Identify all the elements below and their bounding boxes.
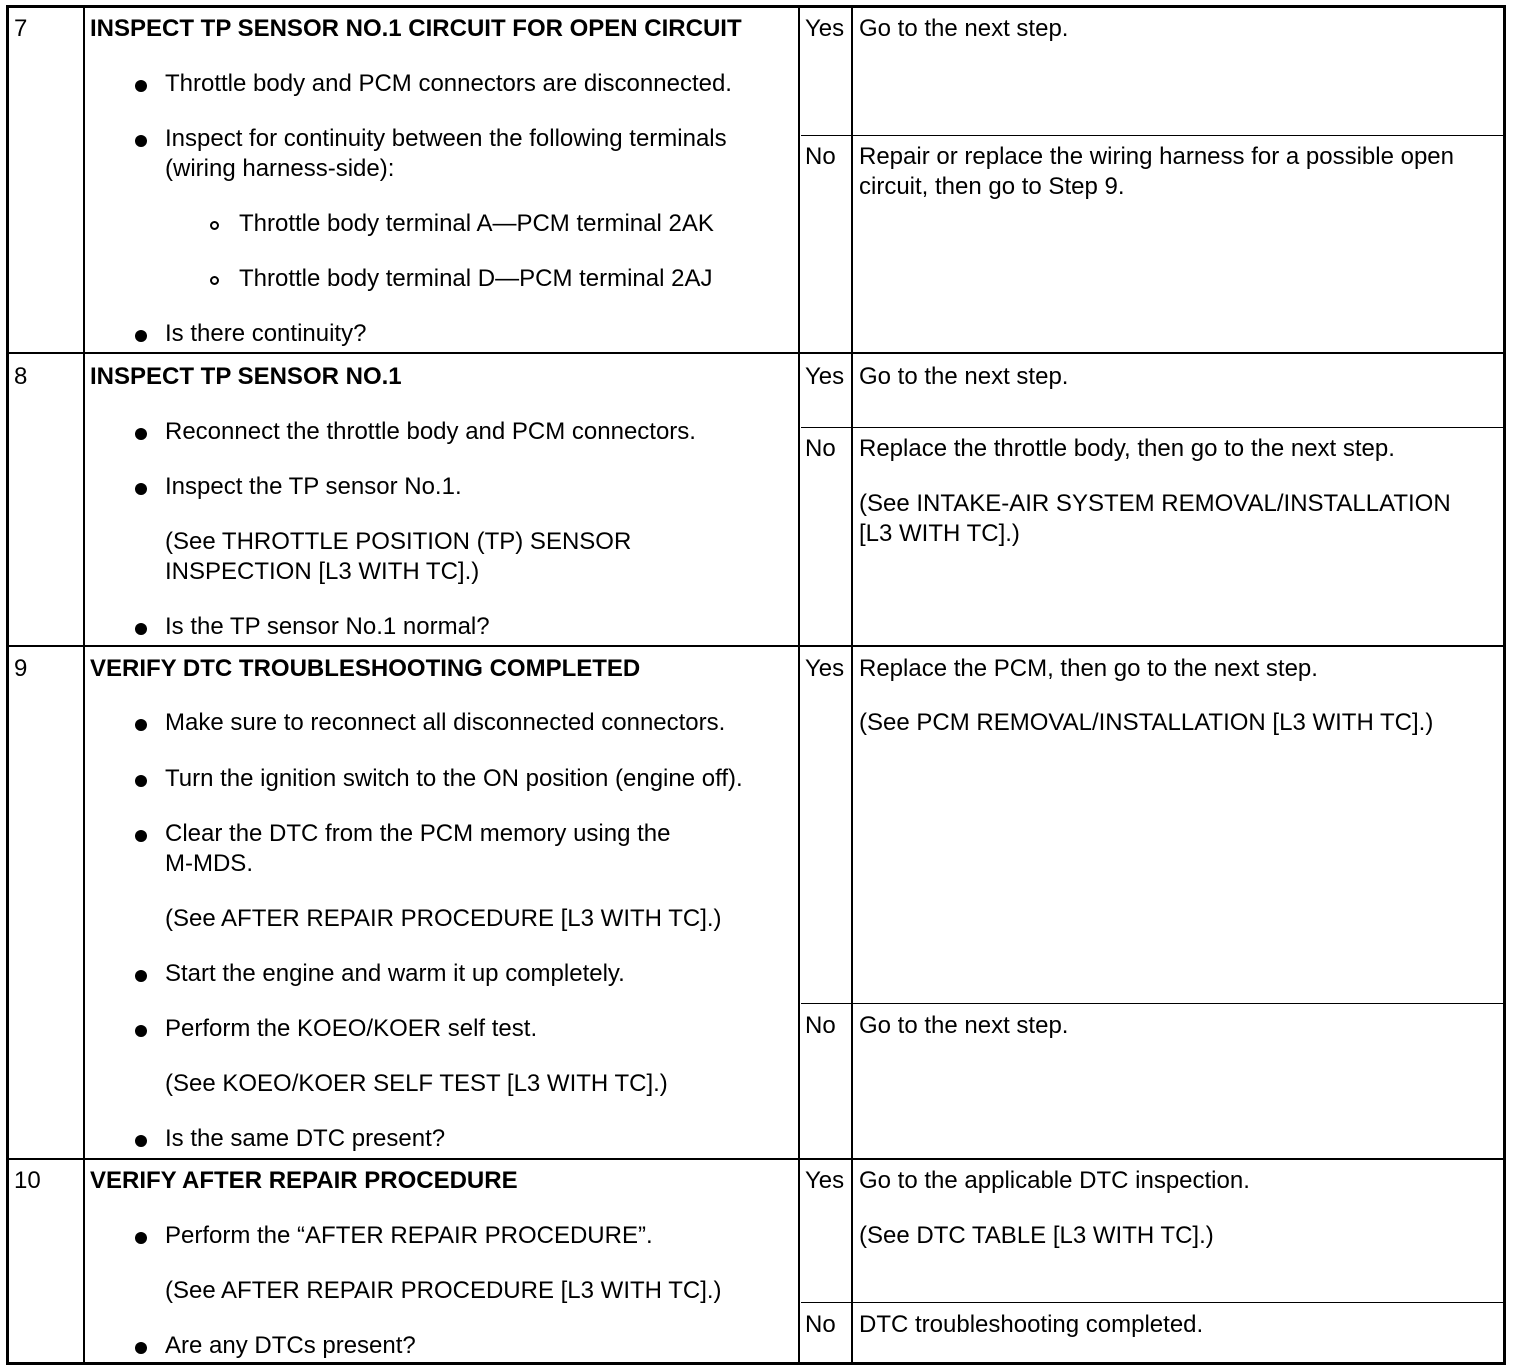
yes-action-reference: (See DTC TABLE [L3 WITH TC].) xyxy=(859,1222,1214,1249)
bullet-icon xyxy=(135,483,147,495)
bullet-icon xyxy=(135,1232,147,1244)
procedure-item: Inspect for continuity between the following terminals xyxy=(165,125,727,152)
sub-bullet-icon xyxy=(210,276,219,285)
yes-no-divider xyxy=(801,1302,1503,1303)
step-number: 8 xyxy=(14,363,28,390)
row-divider xyxy=(9,645,1503,647)
procedure-item: Is there continuity? xyxy=(165,320,367,347)
procedure-item: M-MDS. xyxy=(165,850,253,877)
procedure-subitem: Throttle body terminal A—PCM terminal 2AK xyxy=(239,210,714,237)
procedure-item: Is the TP sensor No.1 normal? xyxy=(165,613,490,640)
yes-action: Go to the next step. xyxy=(859,363,1069,390)
bullet-icon xyxy=(135,330,147,342)
no-action: Go to the next step. xyxy=(859,1012,1069,1039)
procedure-item: Are any DTCs present? xyxy=(165,1332,416,1359)
troubleshooting-table xyxy=(6,5,1506,1365)
no-action: Repair or replace the wiring harness for a possible open xyxy=(859,143,1454,170)
bullet-icon xyxy=(135,970,147,982)
no-action-reference: (See INTAKE-AIR SYSTEM REMOVAL/INSTALLATION xyxy=(859,490,1451,517)
yes-label: Yes xyxy=(805,15,845,42)
procedure-item: (wiring harness-side): xyxy=(165,155,395,182)
procedure-reference: INSPECTION [L3 WITH TC].) xyxy=(165,558,480,585)
yes-action: Go to the next step. xyxy=(859,15,1069,42)
no-label: No xyxy=(805,435,836,462)
yes-action: Go to the applicable DTC inspection. xyxy=(859,1167,1250,1194)
procedure-item: Reconnect the throttle body and PCM connectors. xyxy=(165,418,696,445)
bullet-icon xyxy=(135,830,147,842)
bullet-icon xyxy=(135,428,147,440)
procedure-item: Is the same DTC present? xyxy=(165,1125,446,1152)
no-label: No xyxy=(805,1012,836,1039)
yes-label: Yes xyxy=(805,363,845,390)
yes-no-divider xyxy=(801,135,1503,136)
row-divider xyxy=(9,352,1503,354)
bullet-icon xyxy=(135,1135,147,1147)
step-title: INSPECT TP SENSOR NO.1 CIRCUIT FOR OPEN CIRCUIT xyxy=(90,15,742,42)
step-number: 10 xyxy=(14,1167,41,1194)
procedure-item: Clear the DTC from the PCM memory using the xyxy=(165,820,671,847)
step-title: VERIFY AFTER REPAIR PROCEDURE xyxy=(90,1167,518,1194)
procedure-item: Perform the KOEO/KOER self test. xyxy=(165,1015,538,1042)
procedure-item: Turn the ignition switch to the ON position (engine off). xyxy=(165,765,743,792)
procedure-reference: (See AFTER REPAIR PROCEDURE [L3 WITH TC].) xyxy=(165,905,722,932)
yes-label: Yes xyxy=(805,655,845,682)
bullet-icon xyxy=(135,1342,147,1354)
row-divider xyxy=(9,1158,1503,1160)
procedure-item: Make sure to reconnect all disconnected connectors. xyxy=(165,709,726,736)
yes-label: Yes xyxy=(805,1167,845,1194)
step-number: 9 xyxy=(14,655,28,682)
step-number: 7 xyxy=(14,15,28,42)
no-action: DTC troubleshooting completed. xyxy=(859,1311,1204,1338)
no-action-reference: [L3 WITH TC].) xyxy=(859,520,1020,547)
bullet-icon xyxy=(135,1025,147,1037)
step-title: VERIFY DTC TROUBLESHOOTING COMPLETED xyxy=(90,655,641,682)
procedure-item: Perform the “AFTER REPAIR PROCEDURE”. xyxy=(165,1222,653,1249)
procedure-reference: (See AFTER REPAIR PROCEDURE [L3 WITH TC].) xyxy=(165,1277,722,1304)
bullet-icon xyxy=(135,135,147,147)
yes-no-divider xyxy=(801,1003,1503,1004)
bullet-icon xyxy=(135,80,147,92)
procedure-item: Start the engine and warm it up completely. xyxy=(165,960,625,987)
bullet-icon xyxy=(135,775,147,787)
bullet-icon xyxy=(135,623,147,635)
no-label: No xyxy=(805,1311,836,1338)
no-action: Replace the throttle body, then go to the next step. xyxy=(859,435,1395,462)
bullet-icon xyxy=(135,719,147,731)
step-title: INSPECT TP SENSOR NO.1 xyxy=(90,363,402,390)
procedure-item: Inspect the TP sensor No.1. xyxy=(165,473,462,500)
yes-action: Replace the PCM, then go to the next step. xyxy=(859,655,1318,682)
yes-action-reference: (See PCM REMOVAL/INSTALLATION [L3 WITH TC].) xyxy=(859,709,1434,736)
procedure-reference: (See KOEO/KOER SELF TEST [L3 WITH TC].) xyxy=(165,1070,668,1097)
procedure-subitem: Throttle body terminal D—PCM terminal 2AJ xyxy=(239,265,713,292)
yes-no-divider xyxy=(801,427,1503,428)
procedure-item: Throttle body and PCM connectors are disconnected. xyxy=(165,70,732,97)
no-label: No xyxy=(805,143,836,170)
no-action: circuit, then go to Step 9. xyxy=(859,173,1125,200)
sub-bullet-icon xyxy=(210,221,219,230)
procedure-reference: (See THROTTLE POSITION (TP) SENSOR xyxy=(165,528,632,555)
